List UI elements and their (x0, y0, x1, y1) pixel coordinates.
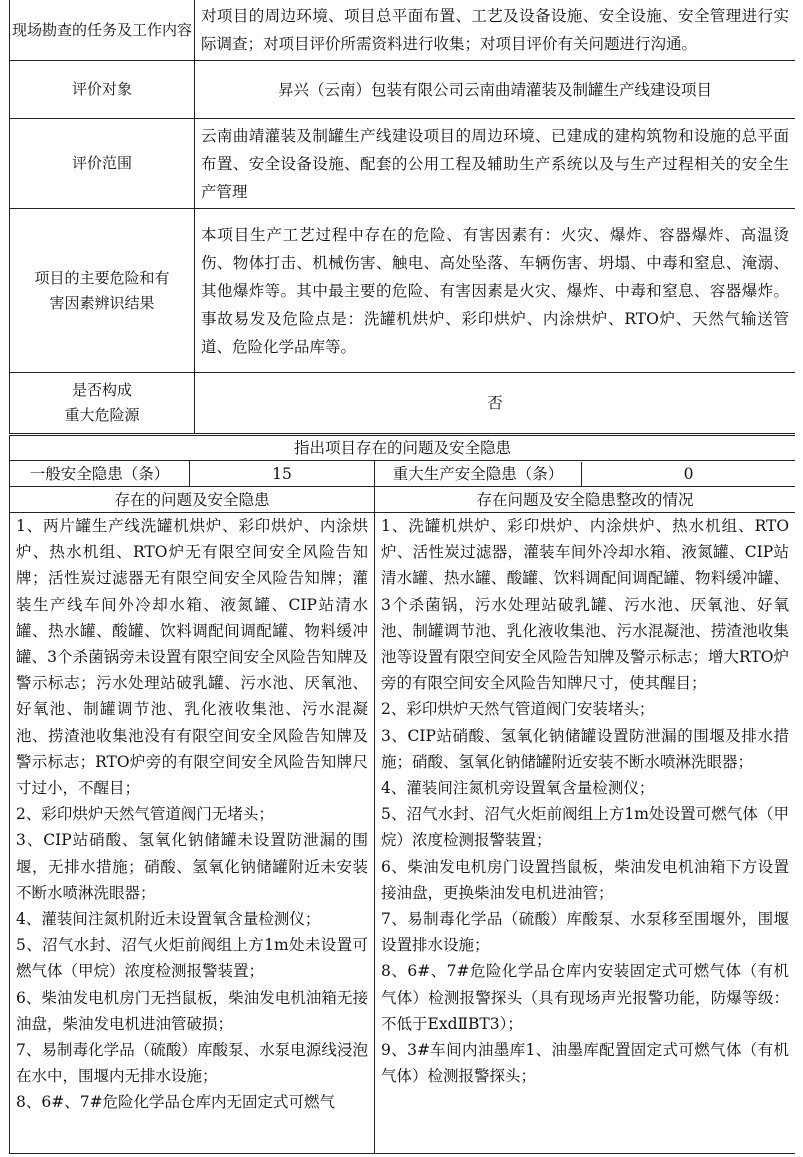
problem-item: 6、柴油发电机房门无挡鼠板，柴油发电机油箱无接油盘，柴油发电机进油管破损； (16, 988, 369, 1033)
major-count-label: 重大生产安全隐患（条） (375, 462, 582, 486)
rectification-item: 3、CIP站硝酸、氢氧化钠储罐设置防泄漏的围堰及排水措施；硝酸、氢氧化钠储罐附近安装不断水喷淋洗眼器； (381, 726, 790, 771)
problem-item: 1、两片罐生产线洗罐机烘炉、彩印烘炉、内涂烘炉、热水机组、RTO炉无有限空间安全风险告知牌；活性炭过滤器无有限空间安全风险告知牌；灌装生产线车间外冷却水箱、液氮罐、CIP站清水罐、热水罐、酸罐、饮料调配间调配罐、物料缓冲罐、3个杀菌锅旁未设置有限空间安全风险告知牌及警示标志；污水处理站破乳罐、污水池、厌氧池、好氧池、制罐调节池、乳化液收集池、污水混凝池、捞渣池收集池没有有限空间安全风险告知牌及警示标志；RTO炉旁的有限空间安全风险告知牌尺寸过小，不醒目； (16, 517, 369, 798)
row-object (10, 61, 796, 119)
row-columns-header (10, 487, 796, 513)
hazards-content: 本项目生产工艺过程中存在的危险、有害因素有：火灾、爆炸、容器爆炸、高温烫伤、物体打击、机械伤害、触电、高处坠落、车辆伤害、坍塌、中毒和窒息、淹溺、其他爆炸等。其中最主要的危险、有害因素是火灾、爆炸、中毒和窒息、容器爆炸。事故易发及危险点是：洗罐机烘炉、彩印烘炉、内涂烘炉、RTO炉、天然气输送管道、危险化学品库等。 (195, 209, 795, 373)
row-counts (10, 461, 796, 487)
hazards-label: 项目的主要危险和有害因素辨识结果 (10, 209, 195, 373)
problem-item: 7、易制毒化学品（硫酸）库酸泵、水泵电源线浸泡在水中，围堰内无排水设施； (16, 1041, 369, 1086)
tasks-content: 对项目的周边环境、项目总平面布置、工艺及设备设施、安全设施、安全管理进行实际调查；对项目评价所需资料进行收集；对项目评价有关问题进行沟通。 (195, 0, 795, 61)
rectification-item: 8、6#、7#危险化学品仓库内安装固定式可燃气体（有机气体）检测报警探头（具有现场声光报警功能，防爆等级：不低于ExdⅡBT3）； (381, 962, 790, 1033)
row-issues-header (10, 435, 796, 461)
rectification-item: 7、易制毒化学品（硫酸）库酸泵、水泵移至围堰外，围堰设置排水设施； (381, 910, 790, 955)
row-hazards (10, 209, 796, 373)
row-major-source (10, 373, 796, 435)
object-label: 评价对象 (10, 61, 195, 119)
problems-list (10, 513, 375, 1154)
general-count-value: 15 (190, 461, 375, 487)
report-page (9, 0, 795, 1157)
problem-item: 5、沼气水封、沼气火炬前阀组上方1m处未设置可燃气体（甲烷）浓度检测报警装置； (16, 936, 369, 981)
row-tasks (10, 0, 796, 61)
assessment-table (9, 0, 795, 1154)
problem-item: 4、灌装间注氮机附近未设置氧含量检测仪； (16, 910, 321, 929)
row-issue-lists (10, 513, 796, 1154)
major-source-label-line2: 重大危险源 (64, 406, 140, 424)
issues-header: 指出项目存在的问题及安全隐患 (10, 435, 796, 461)
object-content: 昇兴（云南）包装有限公司云南曲靖灌装及制罐生产线建设项目 (195, 61, 795, 119)
rectification-column-header: 存在问题及安全隐患整改的情况 (375, 487, 795, 513)
rectification-item: 5、沼气水封、沼气火炬前阀组上方1m处设置可燃气体（甲烷）浓度检测报警装置； (381, 805, 790, 850)
major-source-label (10, 373, 195, 435)
rectification-item: 1、洗罐机烘炉、彩印烘炉、内涂烘炉、热水机组、RTO炉、活性炭过滤器，灌装车间外冷却水箱、液氮罐、CIP站清水罐、热水罐、酸罐、饮料调配间调配罐、物料缓冲罐、3个杀菌锅，污水处理站破乳罐、污水池、厌氧池、好氧池、制罐调节池、乳化液收集池、污水混凝池、捞渣池收集池等设置有限空间安全风险告知牌及警示标志；增大RTO炉旁的有限空间安全风险告知牌尺寸，使其醒目； (381, 517, 790, 693)
problem-item: 2、彩印烘炉天然气管道阀门无堵头； (16, 805, 274, 824)
row-scope (10, 119, 796, 209)
major-source-value: 否 (195, 373, 795, 435)
general-count-label: 一般安全隐患（条） (10, 461, 190, 487)
problems-column-header: 存在的问题及安全隐患 (10, 487, 375, 513)
scope-label: 评价范围 (10, 119, 195, 209)
problem-item: 8、6#、7#危险化学品仓库内无固定式可燃气 (16, 1093, 336, 1112)
rectification-item: 2、彩印烘炉天然气管道阀门安装堵头； (381, 700, 655, 719)
rectification-item: 6、柴油发电机房门设置挡鼠板，柴油发电机油箱下方设置接油盘，更换柴油发电机进油管； (381, 857, 790, 902)
major-count-value: 0 (683, 464, 694, 483)
rectification-list (375, 513, 795, 1154)
tasks-label: 现场勘查的任务及工作内容 (10, 0, 195, 61)
problem-item: 3、CIP站硝酸、氢氧化钠储罐未设置防泄漏的围堰，无排水措施；硝酸、氢氧化钠储罐附近未安装不断水喷淋洗眼器； (16, 831, 369, 902)
major-source-label-line1: 是否构成 (72, 381, 133, 399)
rectification-item: 9、3#车间内油墨库1、油墨库配置固定式可燃气体（有机气体）检测报警探头； (381, 1041, 790, 1086)
scope-content: 云南曲靖灌装及制罐生产线建设项目的周边环境、已建成的建构筑物和设施的总平面布置、安全设备设施、配套的公用工程及辅助生产系统以及与生产过程相关的安全生产管理 (195, 119, 795, 209)
major-count-cell (375, 461, 795, 487)
rectification-item: 4、灌装间注氮机旁设置氧含量检测仪； (381, 779, 655, 798)
